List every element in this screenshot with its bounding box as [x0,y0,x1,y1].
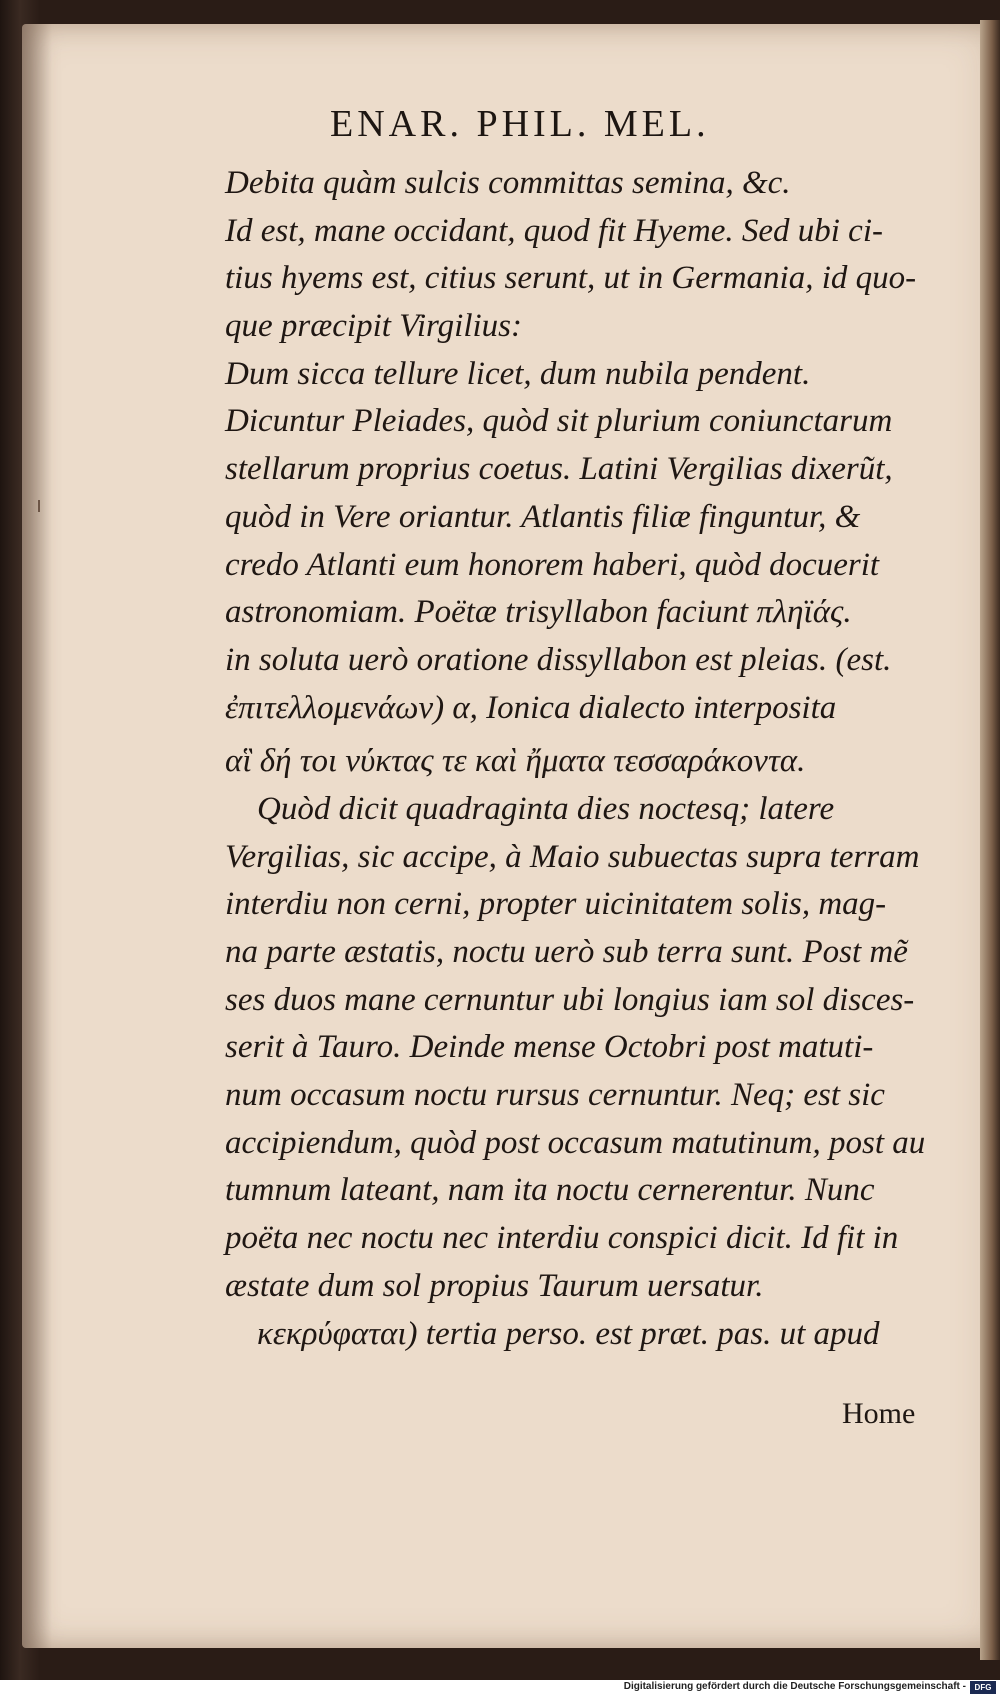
text-line: κεκρύφαται) tertia perso. est præt. pas. ut apud [257,1315,880,1352]
text-line: que præcipit Virgilius: [225,308,522,345]
margin-mark [38,500,40,512]
text-line: serit à Tauro. Deinde mense Octobri post matuti- [225,1029,874,1066]
text-line: tumnum lateant, nam ita noctu cernerentur. Nunc [225,1172,875,1209]
page-text [225,160,945,1358]
text-line: accipiendum, quòd post occasum matutinum, post au [225,1124,926,1161]
dfg-logo: DFG [970,1681,996,1694]
text-line: quòd in Vere oriantur. Atlantis filiæ finguntur, & [225,498,861,535]
text-line: poëta nec noctu nec interdiu conspici dicit. Id fit in [225,1220,899,1257]
text-line: credo Atlanti eum honorem haberi, quòd docuerit [225,546,880,583]
text-line: tius hyems est, citius serunt, ut in Germania, id quo- [225,260,917,297]
page-edge [980,20,1000,1660]
catchword: Home [842,1397,916,1430]
text-line: Dum sicca tellure licet, dum nubila pendent. [225,355,811,392]
text-line: ἐπιτελλομενάων) α, Ionica dialecto interposita [225,689,837,726]
text-line: in soluta uerò oratione dissyllabon est pleias. (est. [225,641,892,678]
text-line: na parte æstatis, noctu uerò sub terra sunt. Post mẽ [225,934,908,970]
running-title: ENAR. PHIL. MEL. [330,103,710,145]
text-line: num occasum noctu rursus cernuntur. Neq; est sic [225,1077,885,1114]
text-line: interdiu non cerni, propter uicinitatem solis, mag- [225,886,887,923]
text-line: astronomiam. Poëtæ trisyllabon faciunt πληϊάς. [225,594,852,631]
text-line: ses duos mane cernuntur ubi longius iam sol disces- [225,981,915,1018]
text-line: Dicuntur Pleiades, quòd sit plurium coniunctarum [225,403,893,440]
greek-verse-line: αἳ δή τοι νύκτας τε καὶ ἤματα τεσσαράκοντα. [225,743,806,780]
gutter-shadow [22,24,52,1648]
text-line: stellarum proprius coetus. Latini Vergilias dixerũt, [225,451,893,488]
text-line: Quòd dicit quadraginta dies noctesq; latere [257,790,835,827]
text-line: Debita quàm sulcis committas semina, &c. [225,165,791,201]
digitization-credit: Digitalisierung gefördert durch die Deutsche Forschungsgemeinschaft - [623,1681,966,1692]
text-line: Vergilias, sic accipe, à Maio subuectas supra terram [225,838,920,875]
text-line: Id est, mane occidant, quod fit Hyeme. Sed ubi ci- [225,212,883,249]
text-line: æstate dum sol propius Taurum uersatur. [225,1267,764,1304]
